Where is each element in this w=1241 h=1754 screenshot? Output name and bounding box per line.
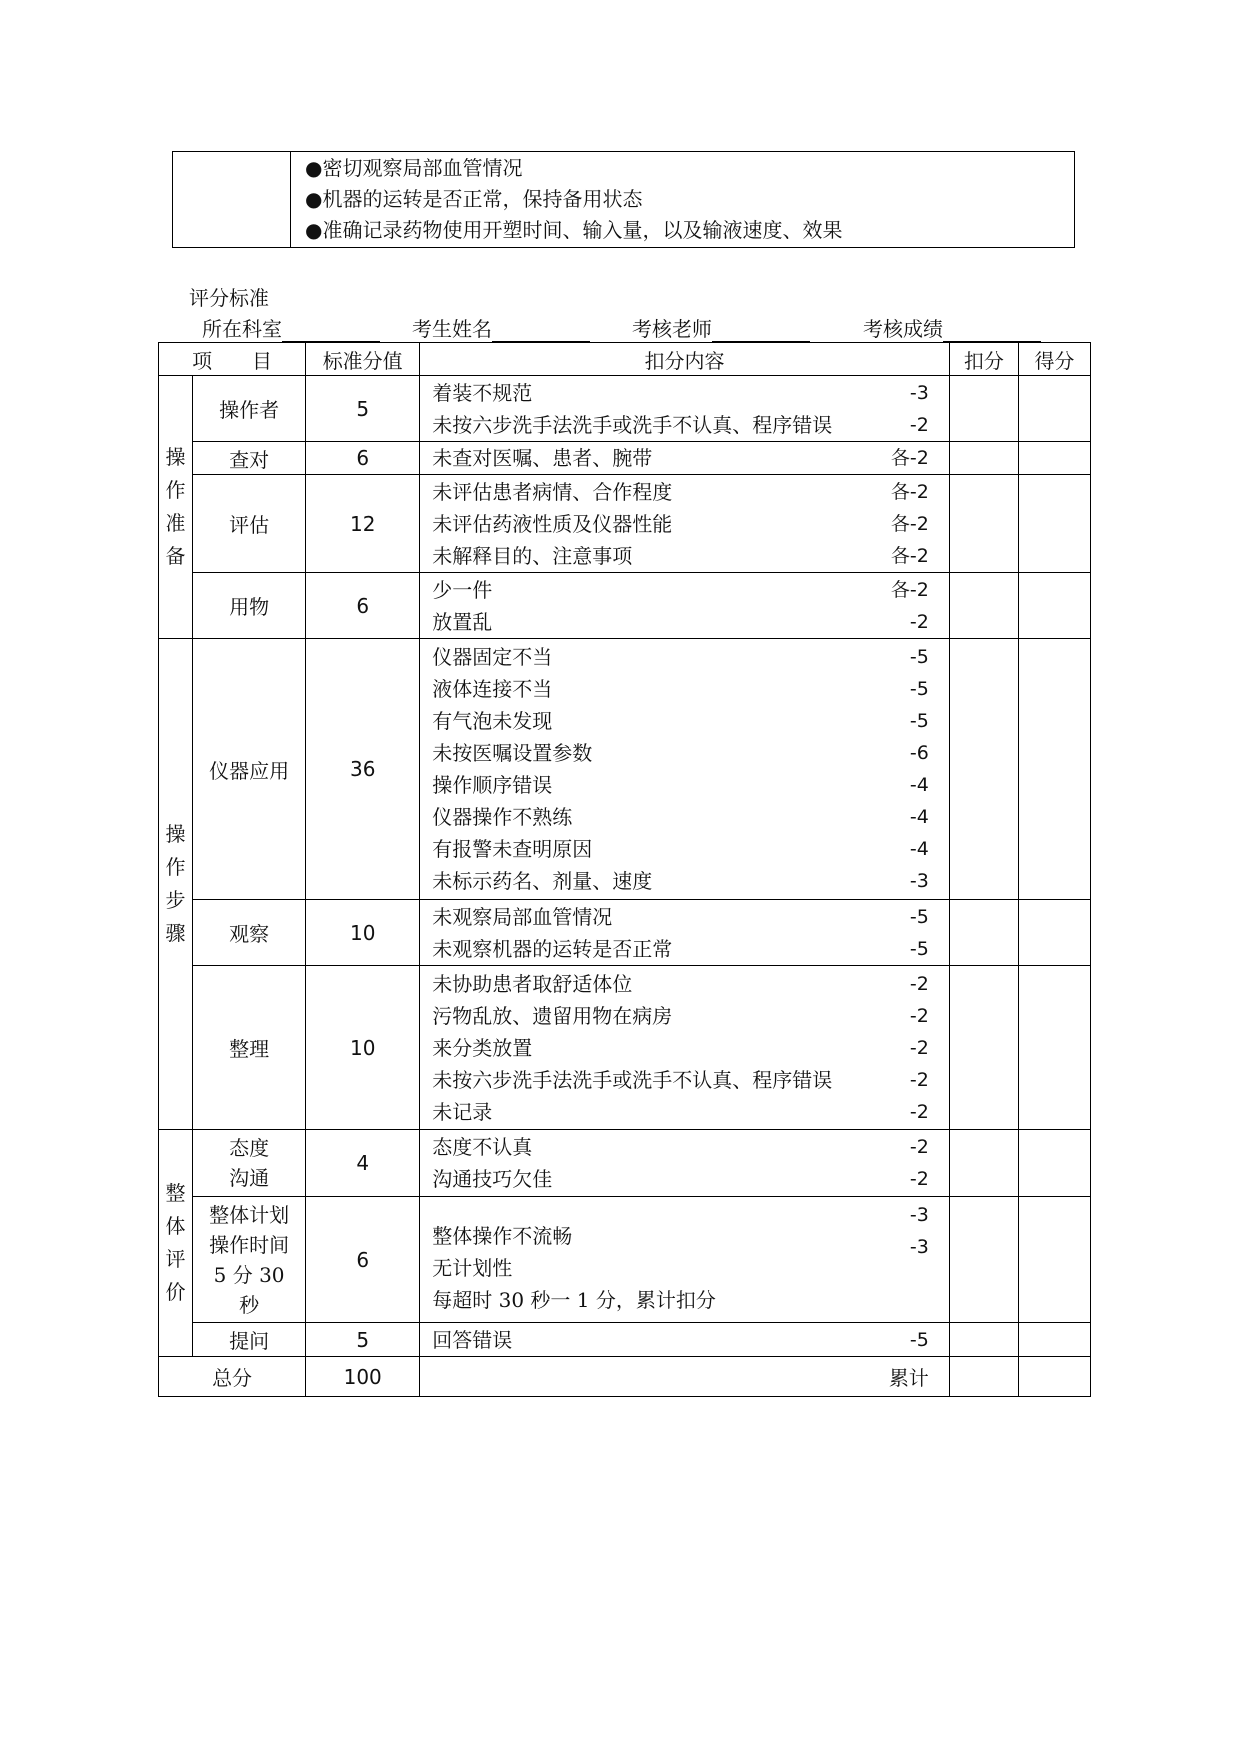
item-content: 未观察局部血管情况 -5 未观察机器的运转是否正常 -5 (420, 900, 950, 966)
header-deduct: 扣分 (949, 343, 1018, 376)
item-name: 态度 沟通 (193, 1130, 306, 1197)
get-cell[interactable] (1018, 1130, 1090, 1197)
header-std: 标准分值 (306, 343, 420, 376)
item-name: 观察 (193, 900, 306, 966)
get-total-cell[interactable] (1018, 1357, 1090, 1397)
total-note: 累计 (420, 1357, 950, 1397)
deduct-cell[interactable] (949, 900, 1018, 966)
top-left-cell (173, 152, 291, 248)
item-content: 着装不规范 -3 未按六步洗手法洗手或洗手不认真、程序错误 -2 (420, 376, 950, 442)
deduct-cell[interactable] (949, 1130, 1018, 1197)
table-row (159, 1323, 1091, 1357)
name-field (412, 313, 590, 342)
get-cell[interactable] (1018, 900, 1090, 966)
item-name: 仪器应用 (193, 639, 306, 900)
scoring-caption: 评分标准 (189, 286, 269, 310)
header-content: 扣分内容 (420, 343, 950, 376)
item-std: 10 (306, 900, 420, 966)
top-line: ●机器的运转是否正常，保持备用状态 (305, 187, 643, 211)
item-std: 6 (306, 1197, 420, 1323)
table-row (159, 639, 1091, 900)
total-row (159, 1357, 1091, 1397)
item-content: 未评估患者病情、合作程度 各-2 未评估药液性质及仪器性能 各-2 未解释目的、注意事项 各-2 (420, 475, 950, 573)
item-content: 未协助患者取舒适体位 -2 污物乱放、遗留用物在病房 -2 来分类放置 -2 未按六步洗手法洗手或洗手不认真、程序错误 -2 未记录 -2 (420, 966, 950, 1130)
top-line: ●密切观察局部血管情况 (305, 156, 523, 180)
name-blank[interactable] (492, 319, 590, 342)
group-overall: 整 体 评 价 (159, 1130, 193, 1357)
get-cell[interactable] (1018, 1197, 1090, 1323)
get-cell[interactable] (1018, 573, 1090, 639)
total-label: 总分 (159, 1357, 306, 1397)
item-std: 6 (306, 442, 420, 475)
top-fragment-table (172, 151, 1075, 248)
item-name: 评估 (193, 475, 306, 573)
table-row (159, 1197, 1091, 1323)
item-name: 提问 (193, 1323, 306, 1357)
deduct-cell[interactable] (949, 442, 1018, 475)
deduct-cell[interactable] (949, 573, 1018, 639)
get-cell[interactable] (1018, 475, 1090, 573)
header-get: 得分 (1018, 343, 1090, 376)
item-content: 回答错误 -5 (420, 1323, 950, 1357)
table-row (159, 900, 1091, 966)
teacher-field (632, 313, 810, 342)
item-std: 4 (306, 1130, 420, 1197)
table-row (159, 1130, 1091, 1197)
table-row (159, 573, 1091, 639)
table-row (159, 475, 1091, 573)
dept-field (202, 313, 380, 342)
dept-label: 所在科室 (202, 317, 282, 341)
info-fields-row (202, 313, 1082, 343)
group-prep: 操 作 准 备 (159, 376, 193, 639)
item-content: 少一件 各-2 放置乱 -2 (420, 573, 950, 639)
item-content: 未查对医嘱、患者、腕带 各-2 (420, 442, 950, 475)
table-row (159, 966, 1091, 1130)
score-field (863, 313, 1041, 342)
item-std: 36 (306, 639, 420, 900)
item-name: 操作者 (193, 376, 306, 442)
item-name: 查对 (193, 442, 306, 475)
item-content: -3 -3 整体操作不流畅 无计划性 每超时 30 秒一 1 分，累计扣分 (420, 1197, 950, 1323)
item-std: 10 (306, 966, 420, 1130)
deduct-cell[interactable] (949, 639, 1018, 900)
item-name: 用物 (193, 573, 306, 639)
deduct-cell[interactable] (949, 1323, 1018, 1357)
dept-blank[interactable] (282, 319, 380, 342)
top-content-cell (291, 152, 1075, 248)
deduct-cell[interactable] (949, 1197, 1018, 1323)
top-line: ●准确记录药物使用开塑时间、输入量，以及输液速度、效果 (305, 218, 843, 242)
item-std: 5 (306, 1323, 420, 1357)
scoring-table (158, 342, 1091, 1397)
get-cell[interactable] (1018, 376, 1090, 442)
score-blank[interactable] (943, 319, 1041, 342)
get-cell[interactable] (1018, 1323, 1090, 1357)
header-item: 项 目 (159, 343, 306, 376)
group-steps: 操 作 步 骤 (159, 639, 193, 1130)
item-std: 5 (306, 376, 420, 442)
header-row (159, 343, 1091, 376)
item-name: 整理 (193, 966, 306, 1130)
teacher-blank[interactable] (712, 319, 810, 342)
deduct-cell[interactable] (949, 376, 1018, 442)
item-content: 仪器固定不当 -5 液体连接不当 -5 有气泡未发现 -5 未按医嘱设置参数 -6 操作顺序错误 -4 仪器操作不熟练 -4 有报警未查明原因 -4 未标示药名、剂量、速度 -3 (420, 639, 950, 900)
name-label: 考生姓名 (412, 317, 492, 341)
item-content: 态度不认真 -2 沟通技巧欠佳 -2 (420, 1130, 950, 1197)
get-cell[interactable] (1018, 442, 1090, 475)
get-cell[interactable] (1018, 639, 1090, 900)
table-row (159, 442, 1091, 475)
deduct-cell[interactable] (949, 475, 1018, 573)
deduct-cell[interactable] (949, 966, 1018, 1130)
item-std: 6 (306, 573, 420, 639)
table-row (159, 376, 1091, 442)
get-cell[interactable] (1018, 966, 1090, 1130)
teacher-label: 考核老师 (632, 317, 712, 341)
item-name: 整体计划 操作时间 5 分 30 秒 (193, 1197, 306, 1323)
total-std: 100 (306, 1357, 420, 1397)
deduct-total-cell[interactable] (949, 1357, 1018, 1397)
item-std: 12 (306, 475, 420, 573)
score-label: 考核成绩 (863, 317, 943, 341)
